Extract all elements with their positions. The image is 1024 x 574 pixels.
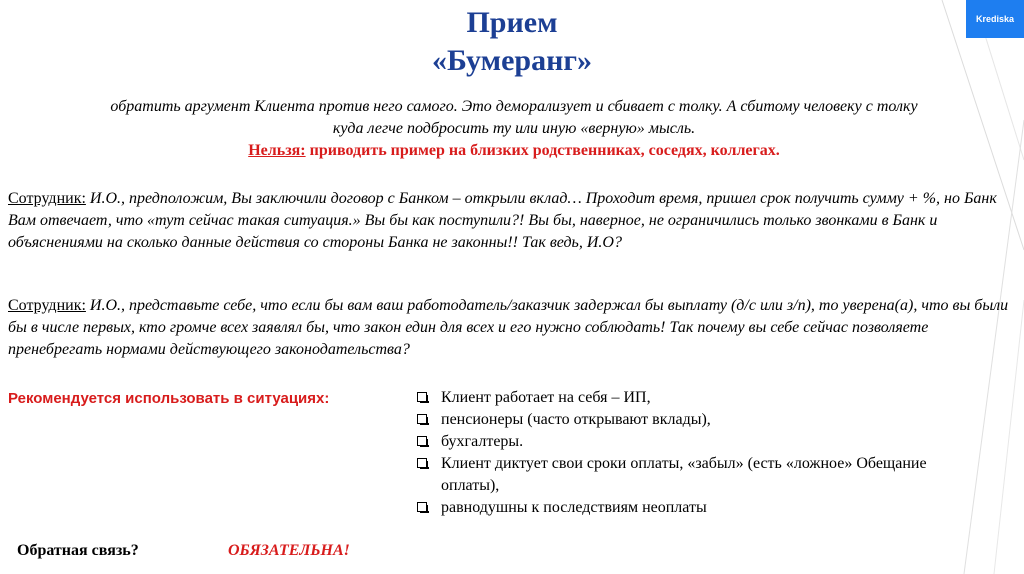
- list-item-text: Клиент диктует свои сроки оплаты, «забыл» (есть «ложное» Обещание: [441, 455, 927, 472]
- warning-label: Нельзя:: [248, 142, 306, 159]
- slide-title: [0, 4, 1024, 80]
- checkbox-bullet-icon: [417, 414, 427, 424]
- example-2: [8, 295, 1013, 361]
- warning-text: приводить пример на близких родственниках, соседях, коллегах.: [305, 142, 780, 159]
- feedback-value: ОБЯЗАТЕЛЬНА!: [228, 542, 350, 559]
- example-1: [8, 188, 1013, 254]
- intro-line-1: обратить аргумент Клиента против него самого. Это деморализует и сбивает с толку. А сбитому человеку с толку: [110, 98, 918, 115]
- checkbox-bullet-icon: [417, 502, 427, 512]
- list-item: [415, 387, 1024, 409]
- checkbox-bullet-icon: [417, 458, 427, 468]
- intro-paragraph: [14, 96, 1014, 162]
- list-item-text: бухгалтеры.: [441, 433, 524, 450]
- list-item: [415, 431, 1024, 453]
- example-1-speaker: Сотрудник:: [8, 190, 86, 207]
- example-1-text: И.О., предположим, Вы заключили договор с Банком – открыли вклад… Проходит время, пришел срок получить сумму + %, но Банк Вам отвечает, что «тут сейчас такая ситуация.» Вы бы как поступили?! Вы бы, наверное, не ограничились только звонками в Банк и объяснениями на сколько данные действия со стороны Банка не законны!! Так ведь, И.О?: [8, 190, 997, 251]
- recommend-label: Рекомендуется использовать в ситуациях:: [8, 390, 330, 407]
- krediska-logo: Krediska: [966, 0, 1024, 38]
- checkbox-bullet-icon: [417, 436, 427, 446]
- list-item-continuation: оплаты),: [441, 477, 500, 494]
- feedback-label: Обратная связь?: [17, 542, 139, 559]
- list-item: [415, 497, 1024, 519]
- warning-line: [14, 140, 1014, 162]
- example-2-speaker: Сотрудник:: [8, 297, 86, 314]
- list-item-text: Клиент работает на себя – ИП,: [441, 389, 651, 406]
- example-2-text: И.О., представьте себе, что если бы вам ваш работодатель/заказчик задержал бы выплату (д/с или з/п), то уверена(а), что вы были бы в числе первых, кто громче всех заявлял бы, что закон един для всех и его нужно соблюдать! Так почему вы себе сейчас позволяете пренебрегать нормами действующего законодательства?: [8, 297, 1009, 358]
- situations-list: [415, 387, 1024, 519]
- checkbox-bullet-icon: [417, 392, 427, 402]
- intro-line-2: куда легче подбросить ту или иную «верную» мысль.: [332, 120, 696, 137]
- list-item-text: равнодушны к последствиям неоплаты: [441, 499, 707, 516]
- list-item: [415, 409, 1024, 431]
- list-item-text: пенсионеры (часто открывают вклады),: [441, 411, 711, 428]
- list-item: [415, 453, 1024, 475]
- title-line-1: Прием: [466, 6, 558, 39]
- title-line-2: «Бумеранг»: [431, 44, 593, 77]
